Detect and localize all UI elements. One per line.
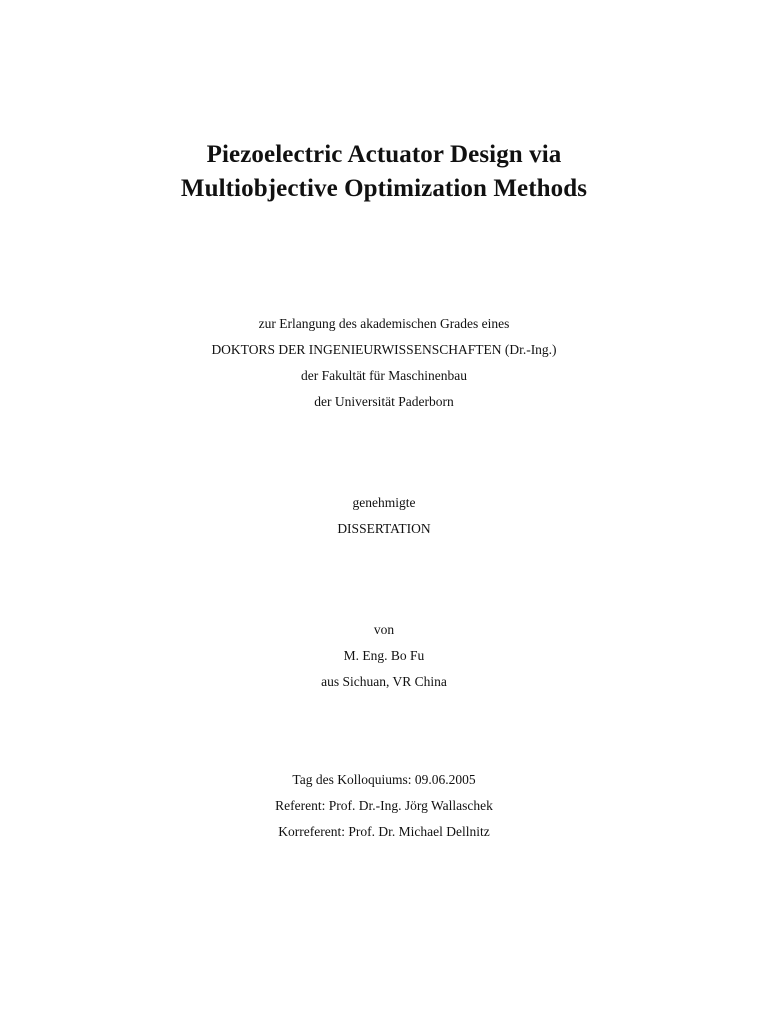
degree-name: DOKTORS DER INGENIEURWISSENSCHAFTEN (Dr.-Ing.) <box>211 342 557 357</box>
colloquium-date: Tag des Kolloquiums: 09.06.2005 <box>292 772 476 787</box>
author-statement <box>0 617 768 695</box>
dissertation-title <box>0 138 768 206</box>
colloquium-details <box>0 767 768 845</box>
author-origin: aus Sichuan, VR China <box>321 674 447 689</box>
author-prefix: von <box>373 622 395 637</box>
university-name: der Universität Paderborn <box>314 394 454 409</box>
approval-word: genehmigte <box>352 495 416 510</box>
faculty-name: der Fakultät für Maschinenbau <box>300 368 468 383</box>
author-name: M. Eng. Bo Fu <box>343 648 425 663</box>
title-line-1: Piezoelectric Actuator Design via <box>206 141 562 168</box>
co-referent: Korreferent: Prof. Dr. Michael Dellnitz <box>278 824 490 839</box>
degree-statement <box>0 311 768 415</box>
title-line-2: Multiobjective Optimization Methods <box>180 175 588 202</box>
degree-purpose: zur Erlangung des akademischen Grades eines <box>258 316 510 331</box>
document-type: DISSERTATION <box>337 521 431 536</box>
approval-statement <box>0 490 768 542</box>
referent: Referent: Prof. Dr.-Ing. Jörg Wallaschek <box>275 798 493 813</box>
